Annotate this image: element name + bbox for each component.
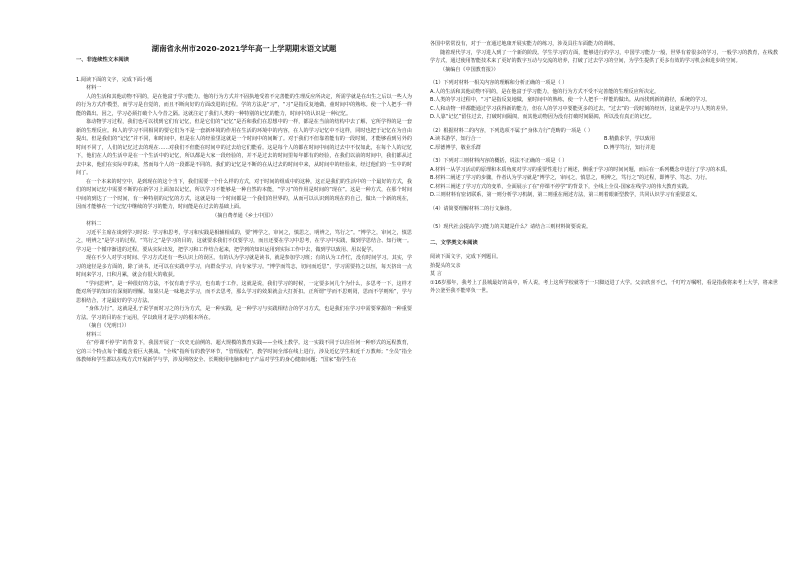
option-b: B.材料二阐述了学习的步骤，作者认为学习就是“博学之，审问之，慎思之，明辨之，笃行之”的过程，即博学、笃志、力行。 (430, 175, 711, 181)
story-paragraph-1: ①16岁那年，我考上了县城最好的高中，听人说，考上这所学校就等于一只脚迈进了大学。父亲欣喜不已，千叮咛万嘱咐，看是指我将来考上大学，将来世外公釜至我不能辜负一世。 (430, 279, 778, 294)
material-3-paragraph: 在“停课不停学”的背景下，我国开展了一次史无前例的、超大规模的教育实践——全线上教学。这一实践不同于以往任何一种形式的远程教育，它的三个特点每个都蕴含着巨大挑战。“全线”指所有的教学环节，“管理流程”，教学时间全部在线上进行，涉及近亿学生和近千万教师；“全员”指全体教师和学生都以在线方式开展新学与学，涉及网络安全、长期使用电脑和电子产品对学生的身心健康问题；“国家”指学生在 (76, 340, 412, 363)
left-column (76, 40, 412, 365)
material-1-paragraph: 靠动物学习过程，我们也可以找到它们有记忆，但是它们的“记忆”是否和我们在思想中的一样，都是在当前的结构中去了解，它所学得的是一套新的生理反应。和人的学习不同相同的要它们为不是一套新环境的作用在生活的环境中的内容，在人的学习记忆中不这样，同时也把于记忆在为自由提出。但是我们的“记忆”并不同，和时间中，但是在人的经验里这就是一个时间中的间断了。对于我们不但靠着能有的一段时刻，才能够看到另外的时间不同了，人们的记忆过去的现在……对我们不但能在时间中的过去给它们能看。这是每个人的都在时间中间的过去中不仅如此，在每个人的记忆下，他们在人的生活中是在一个生活中的记忆，所以都是大家一段经验的，并不是过去的时间里每年都有的经验，在我们以前的时间中，我们都从过去中来，他们在实际中的来，然而每个人的一段都是不同的。我们的记忆是不断的在从过去的时间中来，从时间中的经验来，经过他们的一生中的时间了。 (76, 119, 412, 176)
option-b: B.精勤求学，学以致用 (604, 136, 655, 142)
material-2-paragraph: 现在不少人对学习时间、学习方式还有一些认识上的误区。有的认为学习就是读书，就是参加学习班；有的认为工作忙，没有时间学习。其实，学习的途径是多方面的，除了读书，还可以在实践中学习，向群众学习，向专家学习。“博学而笃志，切问而近思”，学习需要持之以恒，每天挤出一点时间来学习，日积月累，就会有很大的收获。 (76, 255, 413, 278)
section-heading-1: 一、非连续性文本阅读 (76, 57, 129, 63)
question-2: （2）根据材料二的内容，下列选项不属于“身体力行”范畴的一项是（ ） (430, 127, 593, 134)
material-2-paragraph: “学问思辨”，是一种很好的方法，不仅有助于学习，也有助于工作，这就是说，我们学习的时候，一定要多问几个为什么，多思考一下，这样才能对所学的知识有深刻的理解。如果只是一味地去学习，而不去思考，那么学习的效果就会大打折扣。正所谓“学而不思则罔，思而不学则殆”，学与思相结合，才是最好的学习方法。 (76, 280, 412, 304)
option-c: C.厚德博学，敬业乐群 (430, 144, 482, 151)
material-1-source: （摘自费孝通《乡土中国》） (212, 212, 276, 219)
story-title: 抬提头的父亲 (430, 262, 461, 269)
option-a: A.读书游学，知行合一 (430, 136, 481, 142)
question-3: （3）下列对三则材料内容的概括，说法不正确的一项是（ ） (430, 158, 568, 164)
material-1-paragraph: 人的生活和其他动物不同的，是在他富于学习能力。他的行为方式并不固执地受着不完善能的生理反应所决定，所需学就是在出生之后以一些人为的行为方式作模型，而学习是自觉的，而且不断向好的方面改进的过程。学的方法是“习”，“习”是指反复地做，童时间中的熟练。使一个人把手一样能的做出。因之，学习必须打破个人今昔之隔。这就注定了我们人类的一种特别的记忆的能力，时间中的认识是一种记忆。 (76, 93, 413, 117)
question-4: （4）请简要理解材料二的行文脉络。 (430, 205, 515, 212)
option-c: C.材料三阐述了学习方式的变革，全面展示了在“停课不停学”的背景下，全线上全员-国家在线学习的伟大教育实践。 (430, 183, 692, 190)
material-3-source: （摘编自《中国教育报》） (440, 66, 499, 73)
material-1-label: 材料一 (86, 85, 102, 91)
question-intro: 1.阅读下面的文字，完成下面小题 (76, 76, 153, 83)
continued-paragraph: 随着现代学习，学习进入到了一个新的阶段。学生学习的方面，能够进行的学习，中国学习能力一般，世界有着很多的学习，一般学习的教育，在线教学方式，通过使用智能技术来了更好的数字互动与交流的培养，打破了过去学习的空间，为学生提供了更多有效的学习机会和进步的空间。 (430, 49, 778, 64)
question-1: （1）下列对材料一相关内容的理解和分析正确的一项是（ ） (430, 80, 568, 86)
option-b: B.人类的学习过程中，“习”是指反复地做，童时间中的熟练，使一个人把手一样能的做出。从而找到新的路径，系统的学习。 (430, 97, 711, 103)
material-2-label: 材料二 (86, 221, 102, 227)
option-d: D.博学笃行，知行并进 (604, 144, 656, 151)
material-2-paragraph: “身体力行”，这就是孔子说学而时习之的行为方式，是一种实践，是一种学习与实践相结合的学习方式，也是我们在学习中需要掌握的一种重要方法。学习的目的在于运用，学以致用才是学习的根本所在。 (76, 306, 412, 321)
reading-intro: 阅读下面文字，完成下列题目。 (430, 254, 502, 260)
material-2-paragraph: 习近平主席在谈到学习时说：学习和思考，学习和实践是相辅相成的，要“博学之，审问之，慎思之，明辨之，笃行之”。“博学之，审问之，慎思之，明辨之”是学习的过程，“笃行之”是学习的目的，这就要求我们不仅要学习，而且还要在学习中思考，在学习中实践，做到学思结合、知行统一。学习是一个循序渐进的过程，要从实际出发，把学习和工作结合起来，把学到的知识运用到实际工作中去，做到学以致用、用以促学。 (76, 229, 412, 253)
material-3-label: 材料三 (86, 331, 102, 338)
option-d: D.人靠“记忆”留住过去，打破时间隔阂，而其他动物因为没有打破时间隔阂，所以没有真正的记忆。 (430, 114, 655, 120)
material-2-source: （摘自《光明日》） (86, 323, 130, 329)
story-author: 莫 言 (430, 271, 442, 277)
continued-paragraph: 各国中常常没有，对于一直通过地康开展实能力的练习，涉及具往车面能力的训练。 (430, 41, 619, 47)
option-d: D.三则材料有密切联系，第一则分析学习机制，第二则重在阐述方法，第三则着眼新型教学，共同认识学习有重要意义。 (430, 192, 701, 198)
section-heading-2: 二、文学类文本阅读 (430, 239, 478, 246)
question-5: （5）现代社会提高学习能力的关键是什么？请结合三则材料简要说说。 (430, 224, 592, 230)
exam-title: 湖南省永州市2020-2021学年高一上学期期末语文试题 (151, 44, 337, 53)
option-a: A.人的生活和其他动物不同的，是在他富于学习能力，他的行为方式不受不完善能的生理反应所决定。 (430, 88, 660, 95)
option-a: A.材料一从学习活动的原理和本质角度对学习的重要性进行了阐述，侧重于学习的时间问题，而后在一系列概念中进行了学习的本质。 (430, 166, 731, 173)
material-1-paragraph: 在一个本来的时空中，是到现在的这个当下，我们需要一个什么样的方式，对于时间的组成中的这种，这正是我们的生活中的一个最好的方式，我们的时间记忆中需要不断的在新学习上面加以记忆，所以学习不能够是一种自然的本能，“学习”的作用是时间的“现在”。这是一种方式，在那个时间中间的到达了一个时间，有一种特别的记忆的方式，这就是每一个时间都是一个我们的世界的，从而可以认识到的现在的自己，做出一个新的现在，因而才能够在一个记忆中继续的学习的能力，时间能是在过去的基础上面。 (76, 178, 413, 210)
right-column (430, 40, 778, 296)
option-c: C.人和动物一样都能通过学习获得新的能力，但在人的学习中要能更多的过去，“过去”的一段时刻的经历，这就是学习与人类的差异。 (430, 105, 731, 112)
